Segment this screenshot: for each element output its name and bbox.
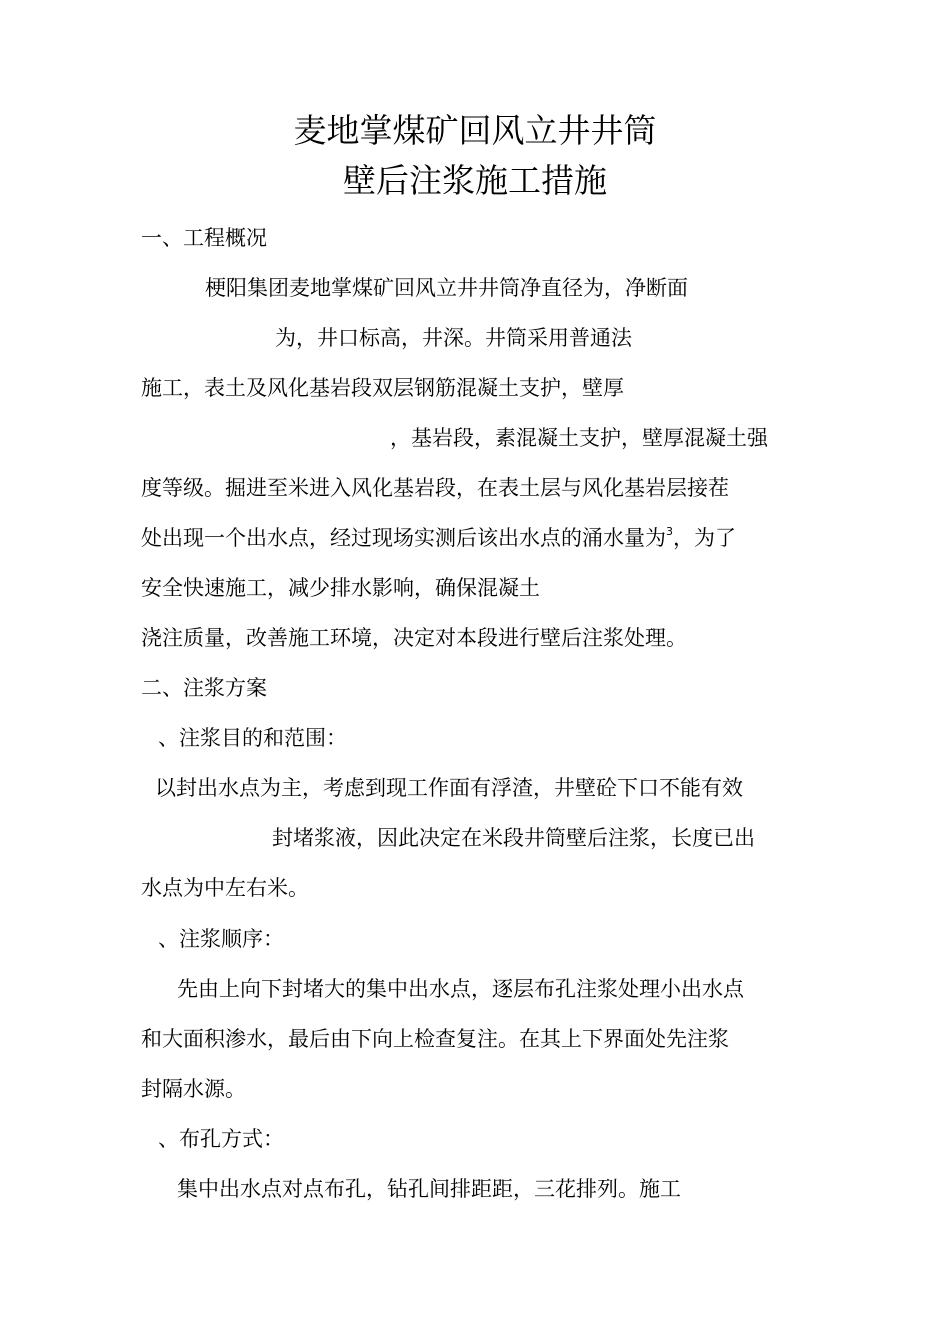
subheading-order: 、注浆顺序：	[158, 927, 284, 951]
section-heading-plan: 二、注浆方案	[141, 676, 267, 700]
overview-line-6	[141, 523, 736, 553]
order-line-2: 和大面积渗水，最后由下向上检查复注。在其上下界面处先注浆	[141, 1027, 729, 1051]
subheading-purpose: 、注浆目的和范围：	[158, 726, 347, 750]
purpose-line-2: 封堵浆液，因此决定在米段井筒壁后注浆，长度已出	[272, 826, 755, 850]
overview-line-2: 为，井口标高，井深。井筒采用普通法	[275, 326, 632, 350]
section-heading-overview: 一、工程概况	[141, 226, 267, 250]
overview-line-7: 安全快速施工，减少排水影响，确保混凝土	[141, 576, 540, 600]
purpose-line-1: 以封出水点为主，考虑到现工作面有浮渣，井壁砼下口不能有效	[155, 776, 743, 800]
order-line-3: 封隔水源。	[141, 1077, 246, 1101]
overview-line-6-text: 处出现一个出水点，经过现场实测后该出水点的涌水量为	[141, 526, 666, 550]
overview-line-5: 度等级。掘进至米进入风化基岩段，在表土层与风化基岩层接茬	[141, 476, 729, 500]
purpose-line-3: 水点为中左右米。	[141, 876, 309, 900]
overview-line-6-tail: ，为了	[673, 526, 736, 550]
doc-title-line-2: 壁后注浆施工措施	[343, 161, 607, 200]
overview-line-8: 浇注质量，改善施工环境，决定对本段进行壁后注浆处理。	[141, 626, 687, 650]
overview-line-4: ，基岩段，素混凝土支护，壁厚混凝土强	[390, 426, 768, 450]
overview-line-1: 梗阳集团麦地掌煤矿回风立井井筒净直径为，净断面	[205, 276, 688, 300]
doc-title-line-1: 麦地掌煤矿回风立井井筒	[293, 111, 657, 150]
holes-line-1: 集中出水点对点布孔，钻孔间排距距，三花排列。施工	[177, 1177, 681, 1201]
order-line-1: 先由上向下封堵大的集中出水点，逐层布孔注浆处理小出水点	[177, 977, 744, 1001]
overview-line-3: 施工，表土及风化基岩段双层钢筋混凝土支护，壁厚	[141, 376, 624, 400]
subheading-holes: 、布孔方式：	[158, 1127, 284, 1151]
superscript-3: 3	[666, 525, 673, 538]
